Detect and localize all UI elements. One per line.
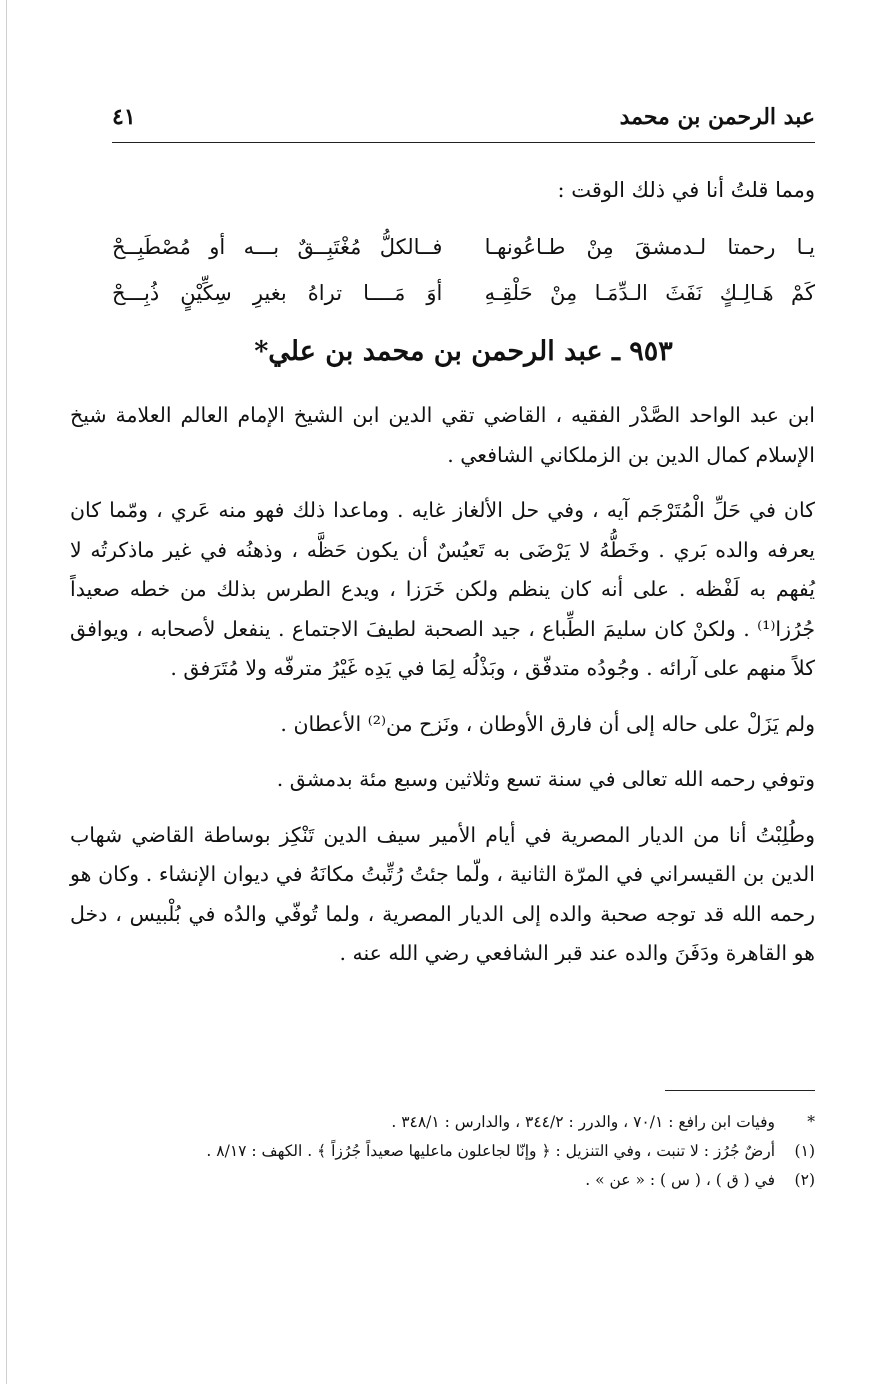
paragraph: وتوفي رحمه الله تعالى في سنة تسع وثلاثين وسبع مئة بدمشق . xyxy=(276,767,815,791)
paragraph: ولم يَزَلْ على حاله إلى أن فارق الأوطان ، ونَزح من⁽²⁾ الأعطان . xyxy=(280,711,815,736)
intro-line: ومما قلتُ أنا في ذلك الوقت : xyxy=(557,178,815,202)
footnote-marker: (٢) xyxy=(794,1171,815,1189)
footnote xyxy=(70,1137,815,1166)
page-edge-line xyxy=(6,0,7,1384)
paragraph: كان في حَلِّ الْمُتَرْجَم آيه ، وفي حل الألغاز غايه . وماعدا ذلك فهو منه عَري ، ومّما كان يعرفه والده بَري . وخَطُّهُ لا يَرْضَى به تَعيُسٌ أن يكون حَظَّه ، وذهنُه في غير ماذكرتُه لا يُفهم به لَفْظه . على أنه كان ينظم ولكن خَرَزا ، ويدع الطرس بذلك من خطه صعيداً جُرُزا⁽¹⁾ . ولكنْ كان سليمَ الطِّباع ، جيد الصحبة لطيفَ الاجتماع . ينفعل لأصحابه ، ويوافق كلاً منهم على آرائه . وجُودُه متدفّق ، وبَذْلُه لِمَا في يَدِه غَيْرُ مترفّه ولا مُتَرَفق . xyxy=(70,498,815,680)
poem xyxy=(112,224,815,316)
page-number: ٤١ xyxy=(112,104,136,130)
poem-verse xyxy=(112,224,815,270)
entry-heading: ٩٥٣ ـ عبد الرحمن بن محمد بن علي* xyxy=(254,336,673,367)
footnote xyxy=(70,1108,815,1137)
footnote xyxy=(70,1166,815,1195)
page-header xyxy=(112,104,815,140)
poem-hemistich-second: أوَ مَــــا تراهُ بغيرِ سِكِّيْنٍ ذُبِـــحْ xyxy=(112,281,443,305)
body-text xyxy=(70,396,815,990)
footnote-marker: (١) xyxy=(794,1142,815,1160)
paragraph: ابن عبد الواحد الصَّدْر الفقيه ، القاضي تقي الدين ابن الشيخ الإمام العالم العلامة شيخ الإسلام كمال الدين بن الزملكاني الشافعي . xyxy=(70,403,815,467)
footnotes xyxy=(70,1108,815,1195)
footnote-text: أرضٌ جُرُز : لا تنبت ، وفي التنزيل : ﴿ وإنّا لجاعلون ماعليها صعيداً جُرُزاً ﴾ . الكهف : ٨/١٧ . xyxy=(206,1142,775,1160)
footnote-rule xyxy=(665,1090,815,1091)
footnote-text: في ( ق ) ، ( س ) : « عن » . xyxy=(585,1171,775,1189)
footnote-text: وفيات ابن رافع : ٧٠/١ ، والدرر : ٣٤٤/٢ ، والدارس : ٣٤٨/١ . xyxy=(391,1113,775,1131)
poem-hemistich-first: كَمْ هَـالِـكٍ نَفَثَ الـدِّمَـا مِنْ حَلْقِـهِ xyxy=(484,281,815,305)
poem-verse xyxy=(112,270,815,316)
footnote-marker: * xyxy=(807,1113,815,1131)
paragraph: وطُلِبْتُ أنا من الديار المصرية في أيام الأمير سيف الدين تَنْكِز بوساطة القاضي شهاب الدين بن القيسراني في المرّة الثانية ، ولّما جئتُ رُتِّبتُ مكانَهُ في ديوان الإنشاء . وكان هو رحمه الله قد توجه صحبة والده إلى الديار المصرية ، ولما تُوفّي والدُه في بُلْبيس ، دخل هو القاهرة ودَفَنَ والده عند قبر الشافعي رضي الله عنه . xyxy=(70,822,815,965)
poem-hemistich-second: فــالكلُّ مُغْتَبِــقٌ بـــه أو مُصْطَبِــحْ xyxy=(112,235,443,259)
poem-hemistich-first: يـا رحمتا لـدمشقَ مِنْ طـاعُونهـا xyxy=(484,235,815,259)
header-rule xyxy=(112,142,815,143)
running-title: عبد الرحمن بن محمد xyxy=(619,104,815,130)
